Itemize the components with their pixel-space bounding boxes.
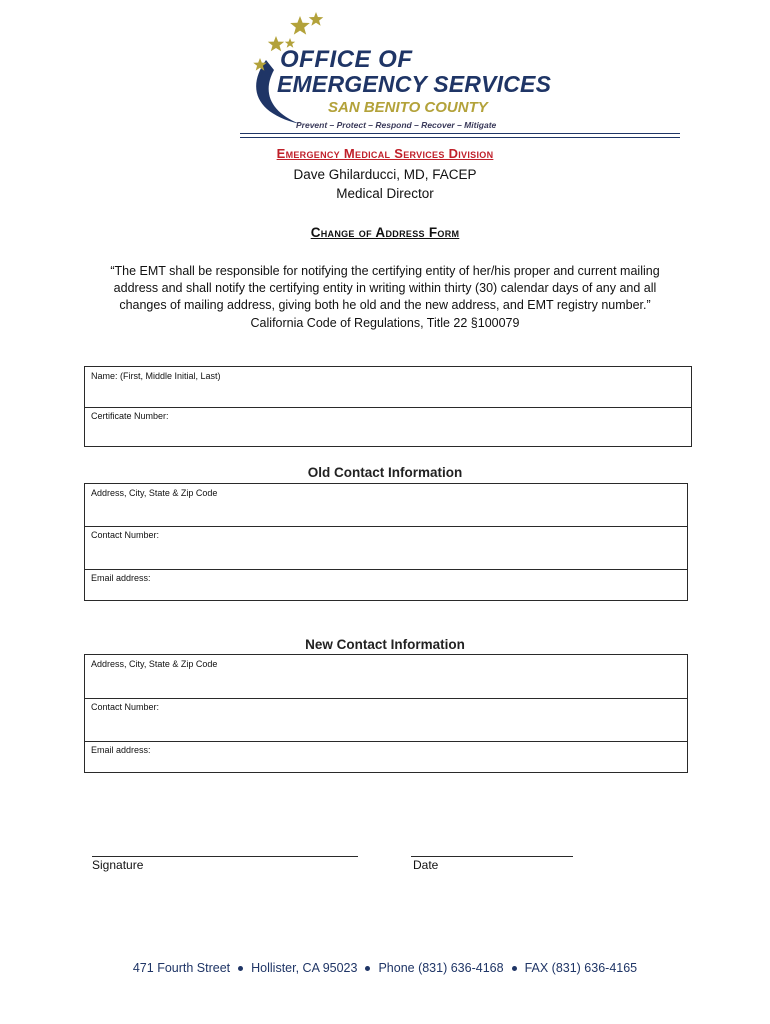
signature-line[interactable] xyxy=(92,856,358,857)
footer-street: 471 Fourth Street xyxy=(132,961,231,975)
signature-label: Signature xyxy=(92,858,144,872)
logo-divider xyxy=(240,133,680,138)
bullet-icon xyxy=(238,966,243,971)
logo-line-county: SAN BENITO COUNTY xyxy=(328,99,488,116)
old-email-label: Email address: xyxy=(91,573,151,583)
old-email-field[interactable] xyxy=(85,569,687,600)
bullet-icon xyxy=(365,966,370,971)
old-contact-number-label: Contact Number: xyxy=(91,530,160,540)
regulation-quote-line: address and shall notify the certifying entity in writing within thirty (30) calendar days of any and all xyxy=(113,281,657,295)
form-title: Change of Address Form xyxy=(310,225,460,240)
identity-fields-box xyxy=(84,366,692,447)
logo-tagline: Prevent – Protect – Respond – Recover – Mitigate xyxy=(296,120,497,130)
new-address-label: Address, City, State & Zip Code xyxy=(91,659,218,669)
footer-contact xyxy=(0,961,770,975)
old-contact-number-field[interactable] xyxy=(85,526,687,570)
new-email-label: Email address: xyxy=(91,745,151,755)
bullet-icon xyxy=(512,966,517,971)
name-field-label: Name: (First, Middle Initial, Last) xyxy=(91,371,221,381)
new-address-field[interactable] xyxy=(85,655,687,699)
old-contact-title: Old Contact Information xyxy=(307,465,463,480)
date-line[interactable] xyxy=(411,856,573,857)
footer-phone: Phone (831) 636-4168 xyxy=(378,961,504,975)
oes-logo xyxy=(240,8,552,136)
director-name: Dave Ghilarducci, MD, FACEP xyxy=(293,167,477,182)
regulation-citation: California Code of Regulations, Title 22 §100079 xyxy=(250,316,520,330)
old-contact-box xyxy=(84,483,688,601)
certificate-number-field[interactable] xyxy=(85,407,691,446)
footer-fax: FAX (831) 636-4165 xyxy=(524,961,638,975)
date-label: Date xyxy=(413,858,439,872)
name-field[interactable] xyxy=(85,367,691,408)
certificate-number-label: Certificate Number: xyxy=(91,411,169,421)
new-contact-box xyxy=(84,654,688,773)
old-address-label: Address, City, State & Zip Code xyxy=(91,488,218,498)
new-contact-number-field[interactable] xyxy=(85,698,687,742)
old-address-field[interactable] xyxy=(85,484,687,527)
regulation-quote-line: changes of mailing address, giving both he old and the new address, and EMT registry number.” xyxy=(119,298,651,312)
new-contact-title: New Contact Information xyxy=(305,637,465,652)
logo-line-emergency-services: EMERGENCY SERVICES xyxy=(277,71,552,97)
division-heading: Emergency Medical Services Division xyxy=(276,146,494,161)
new-contact-number-label: Contact Number: xyxy=(91,702,160,712)
new-email-field[interactable] xyxy=(85,741,687,772)
footer-city: Hollister, CA 95023 xyxy=(251,961,358,975)
logo-line-office-of: OFFICE OF xyxy=(280,46,413,73)
director-title: Medical Director xyxy=(336,186,434,201)
regulation-quote-line: “The EMT shall be responsible for notifying the certifying entity of her/his proper and current mailing xyxy=(110,264,660,278)
